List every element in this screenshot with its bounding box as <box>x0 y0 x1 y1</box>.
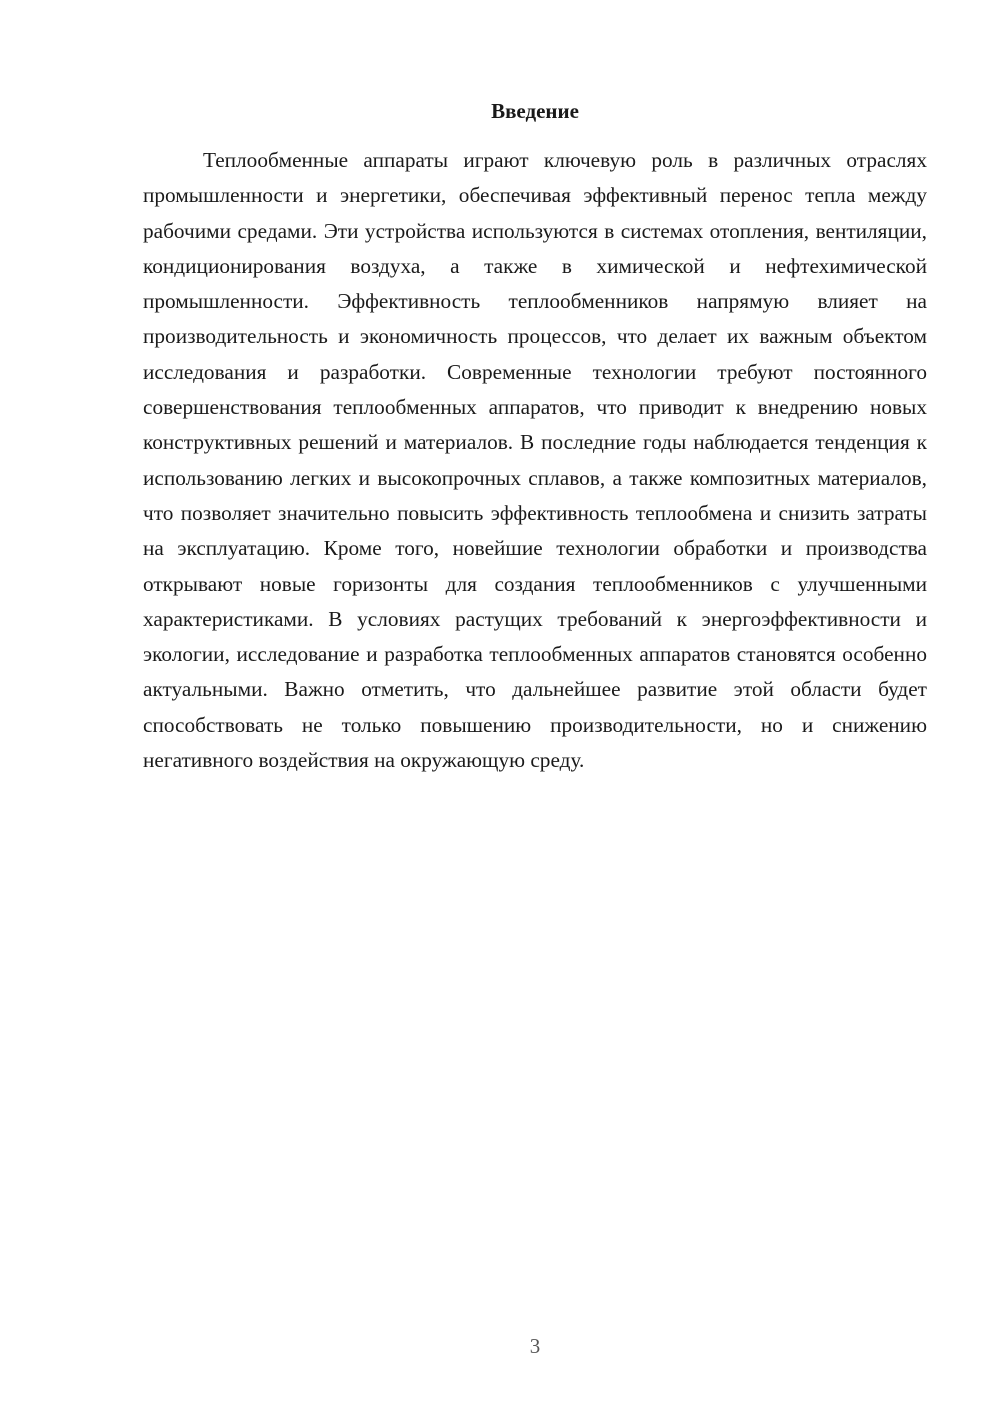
section-heading: Введение <box>491 99 579 123</box>
page-number: 3 <box>529 1334 541 1358</box>
body-paragraph: Теплообменные аппараты играют ключевую роль в различных отраслях промышленности и энергетики, обеспечивая эффективный перенос тепла между рабочими средами. Эти устройства используются в системах отопления, вентиляции, кондиционирования воздуха, а также в химической и нефтехимической промышленности. Эффективность теплообменников напрямую влияет на производительность и экономичность процессов, что делает их важным объектом исследования и разработки. Современные технологии требуют постоянного совершенствования теплообменных аппаратов, что приводит к внедрению новых конструктивных решений и материалов. В последние годы наблюдается тенденция к использованию легких и высокопрочных сплавов, а также композитных материалов, что позволяет значительно повысить эффективность теплообмена и снизить затраты на эксплуатацию. Кроме того, новейшие технологии обработки и производства открывают новые горизонты для создания теплообменников с улучшенными характеристиками. В условиях растущих требований к энергоэффективности и экологии, исследование и разработка теплообменных аппаратов становятся особенно актуальными. Важно отметить, что дальнейшее развитие этой области будет способствовать не только повышению производительности, но и снижению негативного воздействия на окружающую среду. <box>143 148 927 773</box>
